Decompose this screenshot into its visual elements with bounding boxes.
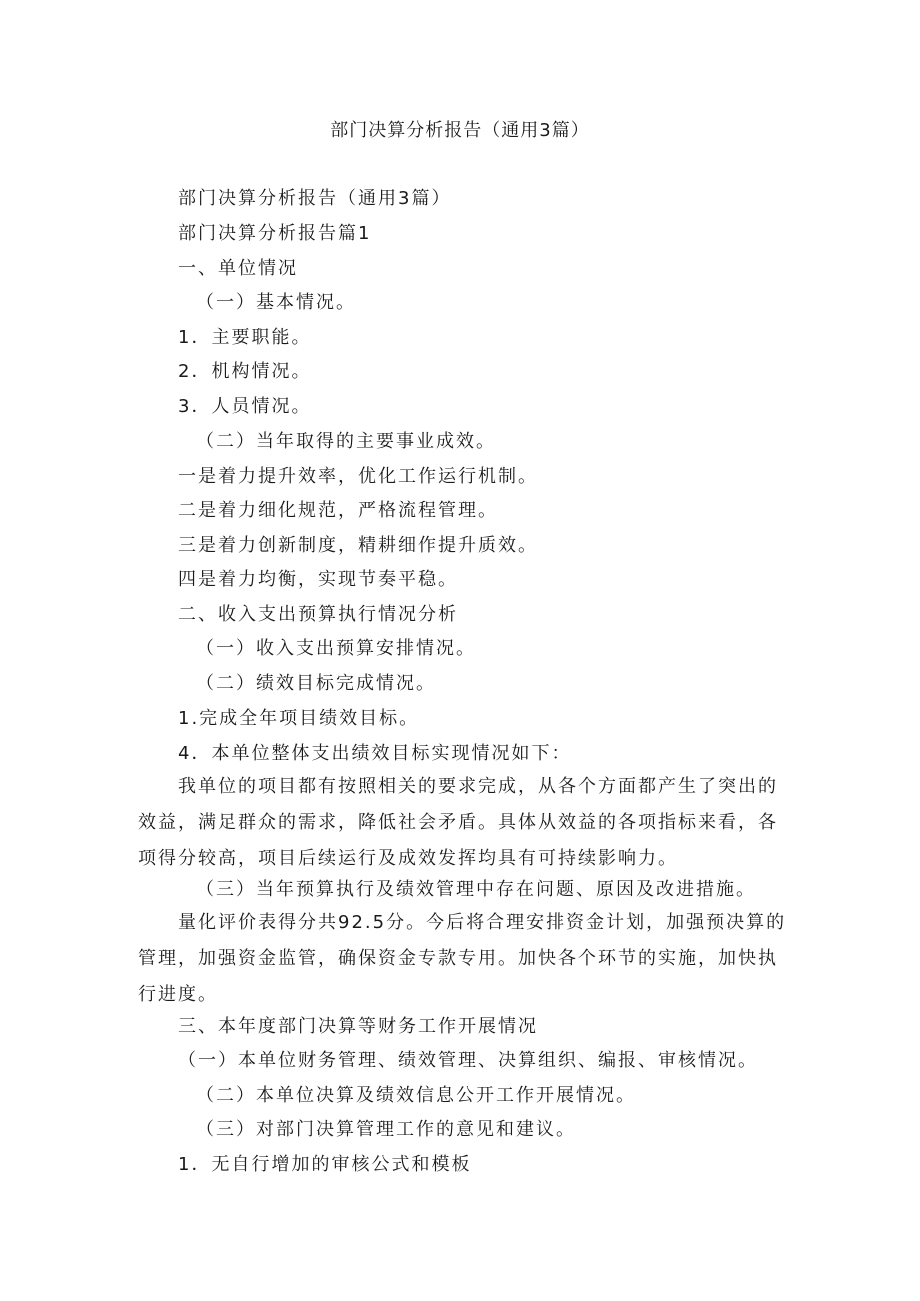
subsection-heading: （二）本单位决算及绩效信息公开工作开展情况。 bbox=[196, 1085, 636, 1106]
subsection-heading: （三）当年预算执行及绩效管理中存在问题、原因及改进措施。 bbox=[196, 879, 756, 900]
subsection-heading: （二）当年取得的主要事业成效。 bbox=[196, 431, 496, 452]
body-paragraph bbox=[138, 769, 788, 877]
subsection-heading: （三）对部门决算管理工作的意见和建议。 bbox=[196, 1119, 576, 1140]
body-line: 二是着力细化规范，严格流程管理。 bbox=[178, 500, 498, 521]
document-title: 部门决算分析报告（通用3篇） bbox=[330, 120, 590, 141]
list-item: 2．机构情况。 bbox=[178, 361, 312, 382]
list-item: 3．人员情况。 bbox=[178, 396, 312, 417]
body-paragraph bbox=[138, 905, 788, 1013]
body-line: 四是着力均衡，实现节奏平稳。 bbox=[178, 569, 458, 590]
subsection-heading: （二）绩效目标完成情况。 bbox=[196, 673, 436, 694]
section-heading: 一、单位情况 bbox=[178, 258, 298, 279]
list-item: 4．本单位整体支出绩效目标实现情况如下： bbox=[178, 743, 572, 764]
paragraph-text: 量化评价表得分共92.5分。今后将合理安排资金计划，加强预决算的管理，加强资金监管，确保资金专款专用。加快各个环节的实施，加快执行进度。 bbox=[138, 912, 787, 1005]
subsection-heading: （一）收入支出预算安排情况。 bbox=[196, 638, 476, 659]
list-item: 1.完成全年项目绩效目标。 bbox=[178, 708, 420, 729]
section-heading: 二、收入支出预算执行情况分析 bbox=[178, 604, 458, 625]
body-line: 一是着力提升效率，优化工作运行机制。 bbox=[178, 466, 538, 487]
subtitle-line: 部门决算分析报告（通用3篇） bbox=[178, 188, 452, 209]
section-heading: 三、本年度部门决算等财务工作开展情况 bbox=[178, 1016, 538, 1037]
paragraph-text: 我单位的项目都有按照相关的要求完成，从各个方面都产生了突出的效益，满足群众的需求，降低社会矛盾。具体从效益的各项指标来看，各项得分较高，项目后续运行及成效发挥均具有可持续影响力。 bbox=[138, 776, 778, 869]
list-item: 1．主要职能。 bbox=[178, 327, 312, 348]
list-item: 1．无自行增加的审核公式和模板 bbox=[178, 1154, 472, 1175]
body-line: 三是着力创新制度，精耕细作提升质效。 bbox=[178, 535, 538, 556]
subsection-heading: （一）本单位财务管理、绩效管理、决算组织、编报、审核情况。 bbox=[178, 1050, 758, 1071]
subsection-heading: （一）基本情况。 bbox=[196, 292, 356, 313]
section-heading: 部门决算分析报告篇1 bbox=[178, 223, 372, 244]
